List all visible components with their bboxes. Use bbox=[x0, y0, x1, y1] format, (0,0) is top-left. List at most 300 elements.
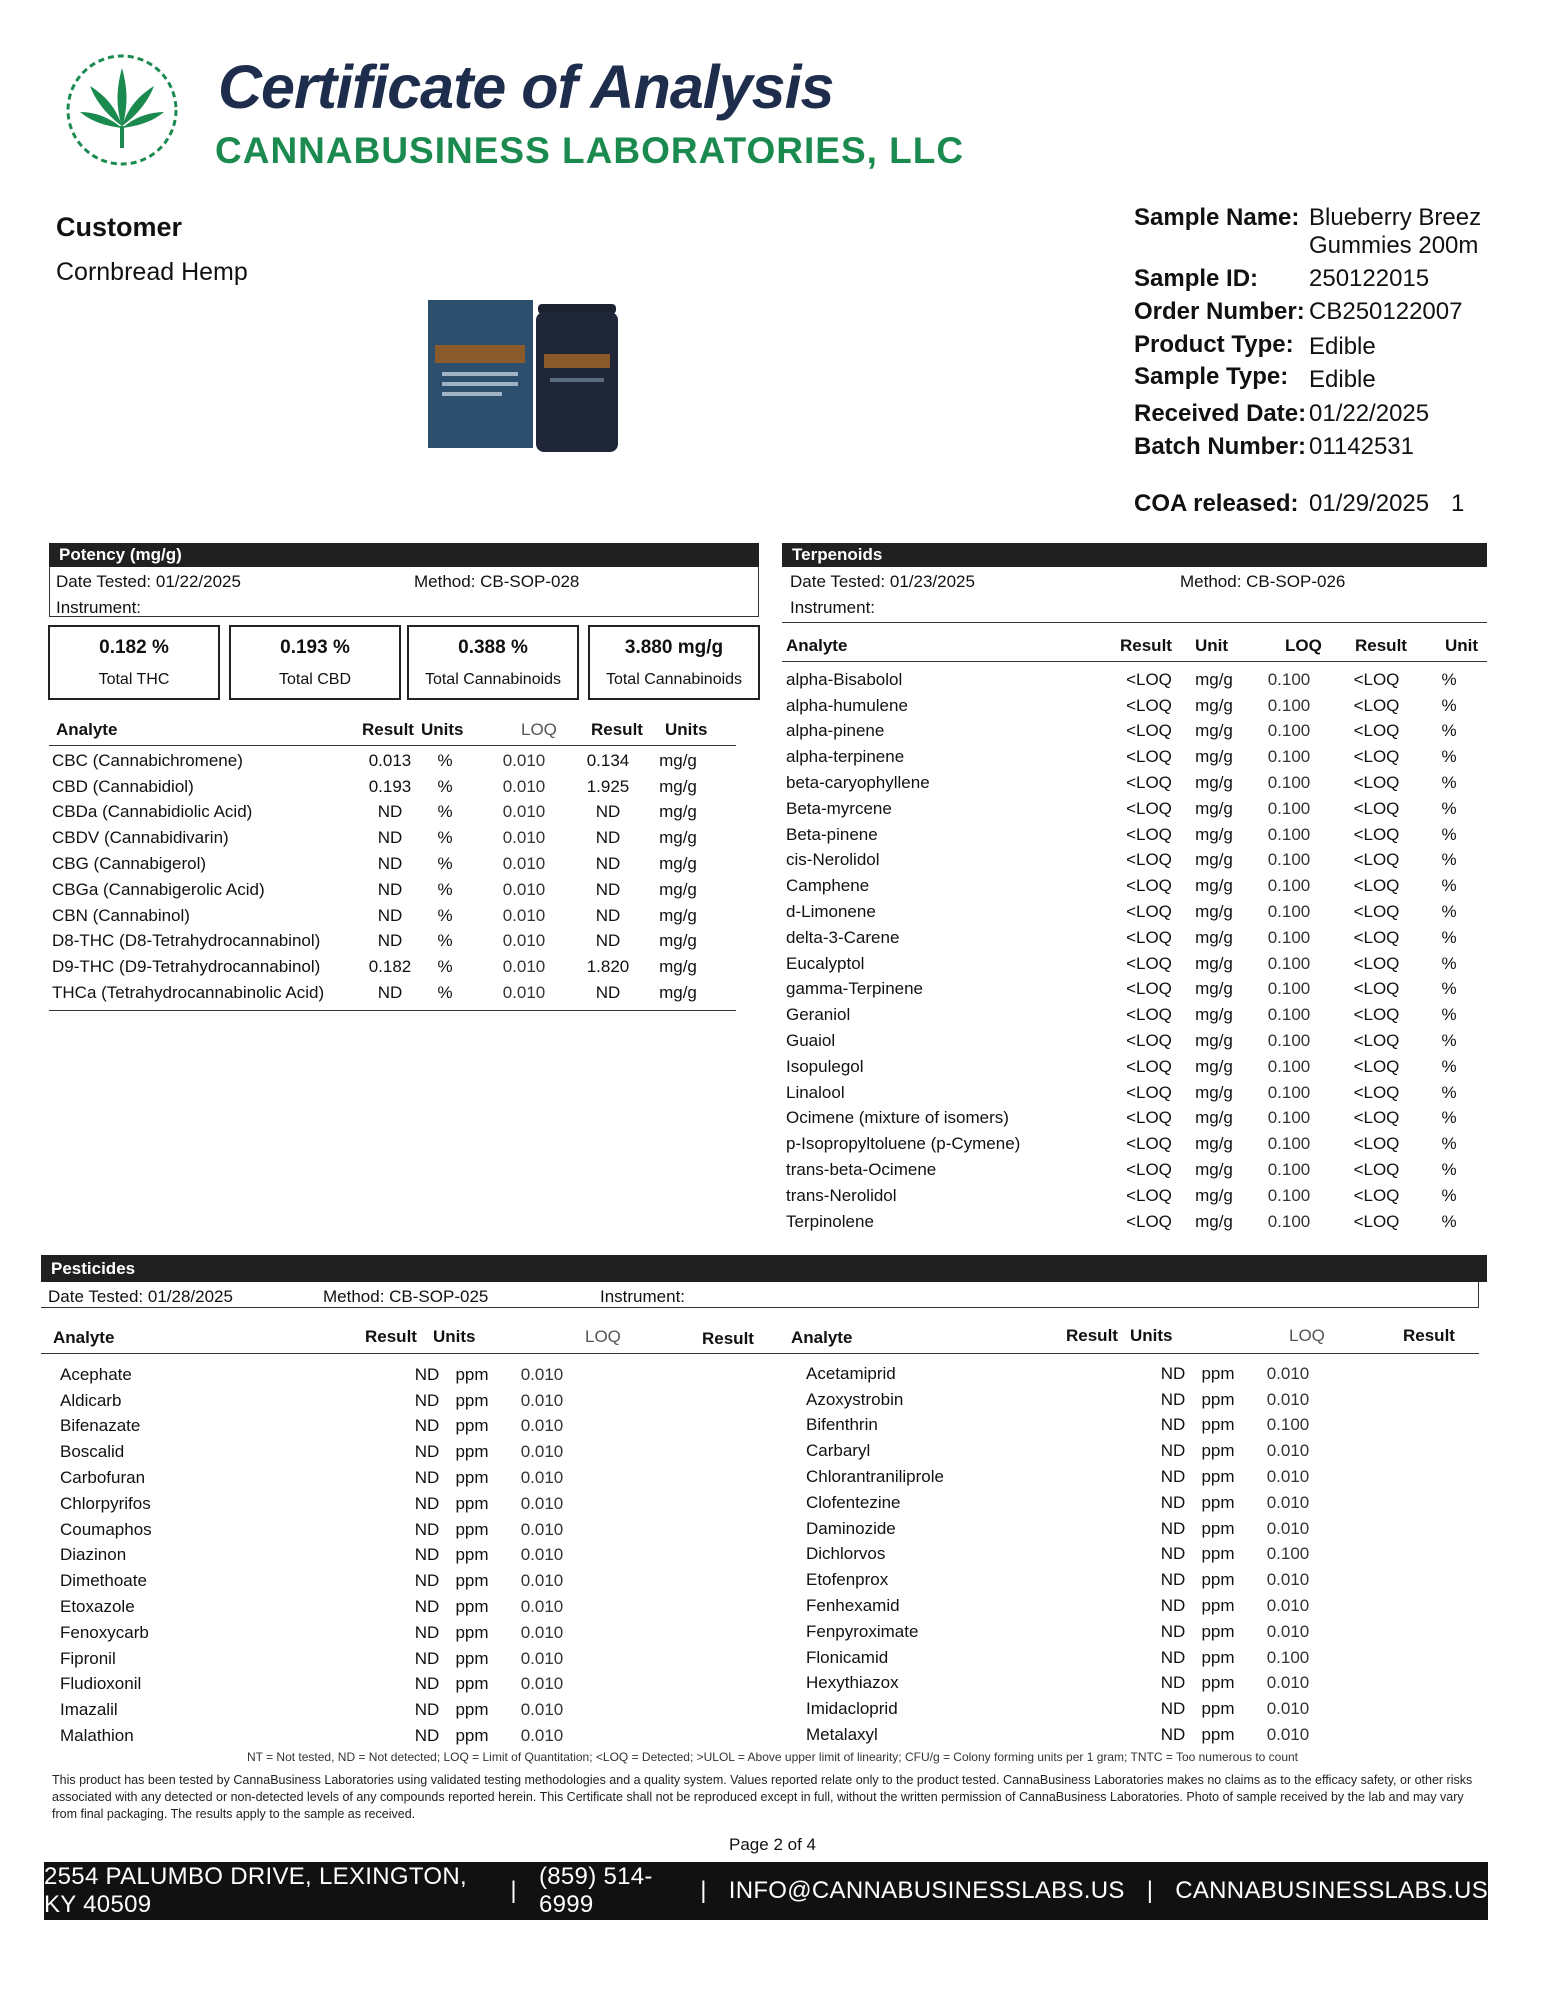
loq-cell: 0.010 bbox=[520, 1519, 564, 1539]
unit-cell: ppm bbox=[1201, 1673, 1235, 1693]
unit-cell: mg/g bbox=[1195, 876, 1233, 896]
analyte-cell: CBDa (Cannabidiolic Acid) bbox=[52, 802, 253, 822]
loq-cell: 0.100 bbox=[1267, 1082, 1311, 1102]
loq-cell: 0.010 bbox=[502, 828, 546, 848]
summary-value: 3.880 mg/g bbox=[624, 637, 724, 658]
table-row bbox=[806, 1413, 1328, 1439]
unit-percent-cell: % bbox=[1441, 695, 1457, 715]
result-mg-cell: ND bbox=[595, 931, 621, 951]
table-row bbox=[786, 744, 1479, 770]
table-row bbox=[786, 848, 1479, 874]
potency-date-tested: Date Tested: 01/22/2025 bbox=[56, 572, 241, 591]
table-row bbox=[806, 1516, 1328, 1542]
pesticides-col-loq-right: LOQ bbox=[1289, 1326, 1325, 1345]
loq-cell: 0.010 bbox=[520, 1442, 564, 1462]
analyte-cell: Fenoxycarb bbox=[60, 1622, 149, 1642]
result-cell: ND bbox=[414, 1416, 440, 1436]
result-cell: ND bbox=[1160, 1492, 1186, 1512]
analyte-cell: Fenhexamid bbox=[806, 1596, 900, 1616]
unit-percent-cell: % bbox=[1441, 798, 1457, 818]
table-row bbox=[60, 1620, 582, 1646]
terpenoids-col-result-percent: Result bbox=[1355, 636, 1407, 655]
unit-cell: mg/g bbox=[1195, 1056, 1233, 1076]
result-percent-cell: <LOQ bbox=[1353, 695, 1400, 715]
table-row bbox=[806, 1619, 1328, 1645]
result-cell: <LOQ bbox=[1126, 773, 1172, 793]
cannabis-leaf-icon bbox=[60, 50, 185, 170]
table-row bbox=[52, 748, 718, 774]
analyte-cell: Imidacloprid bbox=[806, 1699, 898, 1719]
terpenoids-date-tested: Date Tested: 01/23/2025 bbox=[790, 572, 975, 591]
summary-label: Total THC bbox=[98, 671, 170, 688]
unit-mg-cell: mg/g bbox=[659, 802, 697, 822]
loq-cell: 0.100 bbox=[1267, 1211, 1311, 1231]
table-row bbox=[786, 667, 1479, 693]
sample-type-label: Sample Type: bbox=[1134, 363, 1289, 390]
loq-cell: 0.010 bbox=[1266, 1621, 1310, 1641]
pesticides-date-tested: Date Tested: 01/28/2025 bbox=[48, 1287, 233, 1306]
analyte-cell: CBG (Cannabigerol) bbox=[52, 854, 207, 874]
received-date-label: Received Date: bbox=[1134, 400, 1307, 427]
sample-id-label: Sample ID: bbox=[1134, 265, 1259, 292]
pesticides-col-result2: Result bbox=[702, 1329, 754, 1348]
unit-cell: ppm bbox=[455, 1622, 489, 1642]
disclaimer-text: This product has been tested by CannaBusiness Laboratories using validated testing methodologies and a quality system. Values reported relate only to the product tested. CannaBusiness Laboratories makes no claims as to the efficacy safety, or other risks associated with any detected or non-detected levels of any compounds reported herein. This Certificate shall not be reproduced except in full, without the written permission of CannaBusiness Laboratories. Photo of sample received by the lab and may vary from final packaging. The results apply to the sample as received. bbox=[52, 1773, 1473, 1821]
result-cell: ND bbox=[414, 1674, 440, 1694]
result-mg-cell: ND bbox=[595, 905, 621, 925]
table-row bbox=[786, 1054, 1479, 1080]
result-cell: <LOQ bbox=[1126, 1082, 1172, 1102]
table-row bbox=[786, 1028, 1479, 1054]
result-cell: <LOQ bbox=[1126, 1031, 1172, 1051]
unit-cell: mg/g bbox=[1195, 798, 1233, 818]
unit-percent-cell: % bbox=[1441, 1056, 1457, 1076]
footer-email[interactable]: INFO@CANNABUSINESSLABS.US bbox=[728, 1877, 1125, 1904]
analyte-cell: CBC (Cannabichromene) bbox=[52, 750, 243, 770]
customer-name: Cornbread Hemp bbox=[56, 258, 248, 286]
result-cell: ND bbox=[414, 1442, 440, 1462]
terpenoids-info-rule bbox=[782, 622, 1487, 623]
analyte-cell: trans-Nerolidol bbox=[786, 1185, 897, 1205]
unit-cell: ppm bbox=[1201, 1415, 1235, 1435]
unit-cell: ppm bbox=[1201, 1441, 1235, 1461]
unit-cell: mg/g bbox=[1195, 1005, 1233, 1025]
pesticides-header: Pesticides bbox=[41, 1255, 1487, 1282]
loq-cell: 0.100 bbox=[1267, 1031, 1311, 1051]
unit-cell: ppm bbox=[455, 1519, 489, 1539]
table-row bbox=[806, 1438, 1328, 1464]
table-row bbox=[52, 851, 718, 877]
result-cell: 0.013 bbox=[368, 750, 412, 770]
loq-cell: 0.100 bbox=[1267, 1108, 1311, 1128]
loq-cell: 0.010 bbox=[520, 1545, 564, 1565]
table-row bbox=[52, 774, 718, 800]
analyte-cell: Beta-myrcene bbox=[786, 798, 892, 818]
result-cell: <LOQ bbox=[1126, 669, 1172, 689]
pesticides-header-rule bbox=[41, 1353, 1479, 1354]
sample-id-value: 250122015 bbox=[1309, 265, 1430, 292]
table-row bbox=[60, 1543, 582, 1569]
loq-cell: 0.010 bbox=[520, 1674, 564, 1694]
unit-cell: mg/g bbox=[1195, 695, 1233, 715]
result-percent-cell: <LOQ bbox=[1353, 798, 1400, 818]
analyte-cell: Metalaxyl bbox=[806, 1725, 878, 1745]
result-cell: ND bbox=[1160, 1647, 1186, 1667]
unit-percent-cell: % bbox=[1441, 1160, 1457, 1180]
result-cell: <LOQ bbox=[1126, 1211, 1172, 1231]
result-cell: <LOQ bbox=[1126, 850, 1172, 870]
table-row bbox=[786, 1106, 1479, 1132]
table-row bbox=[786, 719, 1479, 745]
result-cell: <LOQ bbox=[1126, 1108, 1172, 1128]
unit-percent-cell: % bbox=[1441, 1134, 1457, 1154]
analyte-cell: gamma-Terpinene bbox=[786, 979, 924, 999]
unit-mg-cell: mg/g bbox=[659, 931, 697, 951]
result-percent-cell: <LOQ bbox=[1353, 669, 1400, 689]
summary-label: Total CBD bbox=[278, 671, 352, 688]
result-percent-cell: <LOQ bbox=[1353, 1134, 1400, 1154]
result-cell: <LOQ bbox=[1126, 1134, 1172, 1154]
result-percent-cell: <LOQ bbox=[1353, 824, 1400, 844]
result-cell: ND bbox=[377, 983, 403, 1003]
terpenoids-header-rule bbox=[782, 661, 1487, 662]
result-mg-cell: ND bbox=[595, 828, 621, 848]
result-cell: ND bbox=[414, 1726, 440, 1746]
unit-cell: ppm bbox=[455, 1390, 489, 1410]
table-row bbox=[786, 899, 1479, 925]
sample-name-value-line2: Gummies 200m bbox=[1309, 232, 1479, 259]
loq-cell: 0.010 bbox=[1266, 1596, 1310, 1616]
analyte-cell: cis-Nerolidol bbox=[786, 850, 880, 870]
unit-cell: mg/g bbox=[1195, 824, 1233, 844]
unit-percent-cell: % bbox=[1441, 1031, 1457, 1051]
table-row bbox=[60, 1491, 582, 1517]
page-number: Page 2 of 4 bbox=[729, 1835, 816, 1854]
summary-label: Total Cannabinoids bbox=[605, 671, 743, 688]
product-type-value: Edible bbox=[1309, 333, 1376, 360]
potency-header: Potency (mg/g) bbox=[49, 543, 759, 567]
loq-cell: 0.010 bbox=[1266, 1699, 1310, 1719]
footer-phone[interactable]: (859) 514-6999 bbox=[538, 1863, 653, 1918]
unit-percent-cell: % bbox=[1441, 773, 1457, 793]
analyte-cell: Isopulegol bbox=[786, 1056, 864, 1076]
unit-cell: ppm bbox=[455, 1726, 489, 1746]
order-number-label: Order Number: bbox=[1134, 298, 1305, 325]
result-cell: ND bbox=[377, 828, 403, 848]
pesticides-col-analyte: Analyte bbox=[53, 1328, 115, 1347]
analyte-cell: Chlorantraniliprole bbox=[806, 1467, 944, 1487]
analyte-cell: alpha-terpinene bbox=[786, 747, 905, 767]
loq-cell: 0.100 bbox=[1267, 927, 1311, 947]
unit-cell: mg/g bbox=[1195, 747, 1233, 767]
loq-cell: 0.100 bbox=[1267, 669, 1311, 689]
unit-percent-cell: % bbox=[1441, 1005, 1457, 1025]
table-row bbox=[52, 800, 718, 826]
table-row bbox=[786, 693, 1479, 719]
loq-cell: 0.100 bbox=[1267, 721, 1311, 741]
summary-value: 0.182 % bbox=[99, 637, 169, 658]
result-cell: ND bbox=[414, 1622, 440, 1642]
loq-cell: 0.100 bbox=[1267, 695, 1311, 715]
analyte-cell: D9-THC (D9-Tetrahydrocannabinol) bbox=[52, 957, 321, 977]
unit-cell: ppm bbox=[1201, 1363, 1235, 1383]
table-row bbox=[786, 822, 1479, 848]
table-row bbox=[806, 1567, 1328, 1593]
pesticides-table-left bbox=[60, 1362, 582, 1749]
loq-cell: 0.010 bbox=[1266, 1363, 1310, 1383]
loq-cell: 0.100 bbox=[1267, 979, 1311, 999]
loq-cell: 0.100 bbox=[1267, 1160, 1311, 1180]
table-row bbox=[786, 1131, 1479, 1157]
analyte-cell: CBGa (Cannabigerolic Acid) bbox=[52, 879, 265, 899]
footer-website[interactable]: CANNABUSINESSLABS.US bbox=[1175, 1877, 1488, 1904]
loq-cell: 0.010 bbox=[520, 1468, 564, 1488]
unit-cell: mg/g bbox=[1195, 773, 1233, 793]
unit-cell: % bbox=[437, 776, 453, 796]
analyte-cell: Azoxystrobin bbox=[806, 1389, 904, 1409]
unit-percent-cell: % bbox=[1441, 876, 1457, 896]
result-cell: ND bbox=[414, 1700, 440, 1720]
table-row bbox=[806, 1387, 1328, 1413]
loq-cell: 0.100 bbox=[1267, 902, 1311, 922]
result-percent-cell: <LOQ bbox=[1353, 1082, 1400, 1102]
analyte-cell: Eucalyptol bbox=[786, 953, 865, 973]
unit-cell: mg/g bbox=[1195, 721, 1233, 741]
result-percent-cell: <LOQ bbox=[1353, 1005, 1400, 1025]
unit-cell: ppm bbox=[455, 1545, 489, 1565]
potency-instrument: Instrument: bbox=[56, 598, 142, 617]
loq-cell: 0.010 bbox=[520, 1597, 564, 1617]
summary-value: 0.388 % bbox=[458, 637, 528, 658]
unit-percent-cell: % bbox=[1441, 1108, 1457, 1128]
result-cell: ND bbox=[414, 1597, 440, 1617]
unit-cell: mg/g bbox=[1195, 1108, 1233, 1128]
terpenoids-col-loq: LOQ bbox=[1285, 636, 1322, 655]
unit-cell: % bbox=[437, 957, 453, 977]
unit-cell: mg/g bbox=[1195, 979, 1233, 999]
unit-cell: % bbox=[437, 854, 453, 874]
unit-percent-cell: % bbox=[1441, 669, 1457, 689]
pesticides-col-result-right: Result bbox=[1066, 1326, 1118, 1345]
analyte-cell: d-Limonene bbox=[786, 902, 876, 922]
unit-percent-cell: % bbox=[1441, 747, 1457, 767]
footer-separator: | bbox=[700, 1877, 707, 1904]
pesticides-col-result2-right: Result bbox=[1403, 1326, 1455, 1345]
unit-mg-cell: mg/g bbox=[659, 776, 697, 796]
result-percent-cell: <LOQ bbox=[1353, 979, 1400, 999]
analyte-cell: Fenpyroximate bbox=[806, 1621, 919, 1641]
unit-cell: mg/g bbox=[1195, 1082, 1233, 1102]
table-row bbox=[786, 770, 1479, 796]
table-row bbox=[60, 1517, 582, 1543]
batch-number-value: 01142531 bbox=[1309, 433, 1414, 460]
result-cell: ND bbox=[414, 1390, 440, 1410]
loq-cell: 0.100 bbox=[1267, 850, 1311, 870]
analyte-cell: Daminozide bbox=[806, 1518, 896, 1538]
table-row bbox=[60, 1646, 582, 1672]
unit-cell: ppm bbox=[455, 1442, 489, 1462]
result-cell: ND bbox=[1160, 1621, 1186, 1641]
table-row bbox=[806, 1671, 1328, 1697]
analyte-cell: alpha-pinene bbox=[786, 721, 885, 741]
result-cell: ND bbox=[1160, 1467, 1186, 1487]
unit-mg-cell: mg/g bbox=[659, 983, 697, 1003]
potency-col-result: Result bbox=[362, 720, 414, 739]
analyte-cell: Aldicarb bbox=[60, 1390, 122, 1410]
summary-value: 0.193 % bbox=[280, 637, 350, 658]
result-cell: <LOQ bbox=[1126, 695, 1172, 715]
result-cell: ND bbox=[414, 1571, 440, 1591]
analyte-cell: Terpinolene bbox=[786, 1211, 874, 1231]
loq-cell: 0.100 bbox=[1266, 1647, 1310, 1667]
product-photo bbox=[420, 290, 620, 455]
pesticides-col-loq: LOQ bbox=[585, 1327, 621, 1346]
unit-mg-cell: mg/g bbox=[659, 750, 697, 770]
result-mg-cell: 1.925 bbox=[586, 776, 630, 796]
table-row bbox=[806, 1542, 1328, 1568]
unit-cell: ppm bbox=[1201, 1725, 1235, 1745]
analyte-cell: Diazinon bbox=[60, 1545, 127, 1565]
loq-cell: 0.100 bbox=[1267, 798, 1311, 818]
unit-mg-cell: mg/g bbox=[659, 957, 697, 977]
customer-label: Customer bbox=[56, 212, 183, 242]
unit-percent-cell: % bbox=[1441, 824, 1457, 844]
table-row bbox=[52, 825, 718, 851]
potency-col-units: Units bbox=[421, 720, 464, 739]
result-cell: <LOQ bbox=[1126, 979, 1172, 999]
result-cell: 0.182 bbox=[368, 957, 412, 977]
abbreviation-footnote: NT = Not tested, ND = Not detected; LOQ = Limit of Quantitation; <LOQ = Detected; >ULOL = Above upper limit of linearity; CFU/g = Colony forming units per 1 gram; TNTC = Too numerous to count bbox=[246, 1750, 1299, 1764]
loq-cell: 0.010 bbox=[520, 1364, 564, 1384]
loq-cell: 0.010 bbox=[520, 1700, 564, 1720]
summary-total-cbd bbox=[229, 625, 401, 700]
result-percent-cell: <LOQ bbox=[1353, 953, 1400, 973]
result-cell: ND bbox=[1160, 1518, 1186, 1538]
result-cell: ND bbox=[377, 854, 403, 874]
potency-col-result-mg: Result bbox=[591, 720, 643, 739]
result-percent-cell: <LOQ bbox=[1353, 850, 1400, 870]
summary-label: Total Cannabinoids bbox=[424, 671, 562, 688]
certificate-title: Certificate of Analysis bbox=[218, 53, 834, 121]
analyte-cell: Malathion bbox=[60, 1726, 134, 1746]
lab-name: CANNABUSINESS LABORATORIES, LLC bbox=[215, 130, 965, 171]
result-mg-cell: ND bbox=[595, 802, 621, 822]
result-percent-cell: <LOQ bbox=[1353, 747, 1400, 767]
unit-cell: % bbox=[437, 983, 453, 1003]
unit-cell: ppm bbox=[455, 1700, 489, 1720]
result-cell: <LOQ bbox=[1126, 1005, 1172, 1025]
unit-cell: mg/g bbox=[1195, 902, 1233, 922]
terpenoids-method: Method: CB-SOP-026 bbox=[1180, 572, 1346, 591]
order-number-value: CB250122007 bbox=[1309, 298, 1463, 325]
loq-cell: 0.010 bbox=[502, 879, 546, 899]
pesticides-col-analyte-right: Analyte bbox=[791, 1328, 853, 1347]
loq-cell: 0.010 bbox=[502, 750, 546, 770]
result-percent-cell: <LOQ bbox=[1353, 1211, 1400, 1231]
result-mg-cell: ND bbox=[595, 879, 621, 899]
analyte-cell: Beta-pinene bbox=[786, 824, 878, 844]
unit-percent-cell: % bbox=[1441, 979, 1457, 999]
result-percent-cell: <LOQ bbox=[1353, 1108, 1400, 1128]
unit-cell: mg/g bbox=[1195, 953, 1233, 973]
analyte-cell: CBDV (Cannabidivarin) bbox=[52, 828, 229, 848]
analyte-cell: Linalool bbox=[786, 1082, 845, 1102]
analyte-cell: Coumaphos bbox=[60, 1519, 152, 1539]
result-mg-cell: 1.820 bbox=[586, 957, 630, 977]
result-cell: ND bbox=[414, 1468, 440, 1488]
table-row bbox=[786, 796, 1479, 822]
analyte-cell: Fludioxonil bbox=[60, 1674, 142, 1694]
pesticides-instrument: Instrument: bbox=[600, 1287, 686, 1306]
pesticides-col-result: Result bbox=[365, 1327, 417, 1346]
loq-cell: 0.100 bbox=[1267, 747, 1311, 767]
result-cell: ND bbox=[1160, 1389, 1186, 1409]
result-cell: <LOQ bbox=[1126, 1160, 1172, 1180]
table-row bbox=[52, 980, 718, 1006]
analyte-cell: delta-3-Carene bbox=[786, 927, 900, 947]
result-percent-cell: <LOQ bbox=[1353, 773, 1400, 793]
analyte-cell: Dichlorvos bbox=[806, 1544, 886, 1564]
loq-cell: 0.010 bbox=[1266, 1389, 1310, 1409]
result-cell: <LOQ bbox=[1126, 798, 1172, 818]
table-row bbox=[786, 1157, 1479, 1183]
coa-released-time-fragment: 1 bbox=[1451, 490, 1465, 517]
unit-cell: % bbox=[437, 905, 453, 925]
loq-cell: 0.100 bbox=[1266, 1415, 1310, 1435]
result-cell: ND bbox=[1160, 1570, 1186, 1590]
table-row bbox=[60, 1594, 582, 1620]
result-cell: ND bbox=[377, 802, 403, 822]
table-row bbox=[52, 877, 718, 903]
table-row bbox=[60, 1362, 582, 1388]
result-cell: ND bbox=[414, 1364, 440, 1384]
loq-cell: 0.010 bbox=[1266, 1467, 1310, 1487]
result-cell: ND bbox=[1160, 1699, 1186, 1719]
table-row bbox=[60, 1568, 582, 1594]
result-cell: ND bbox=[414, 1519, 440, 1539]
table-row bbox=[806, 1490, 1328, 1516]
analyte-cell: Hexythiazox bbox=[806, 1673, 899, 1693]
result-cell: ND bbox=[1160, 1725, 1186, 1745]
analyte-cell: alpha-humulene bbox=[786, 695, 908, 715]
table-row bbox=[806, 1593, 1328, 1619]
potency-bottom-rule bbox=[49, 1010, 736, 1011]
analyte-cell: CBD (Cannabidiol) bbox=[52, 776, 194, 796]
analyte-cell: Chlorpyrifos bbox=[60, 1493, 151, 1513]
table-row bbox=[806, 1361, 1328, 1387]
result-cell: <LOQ bbox=[1126, 876, 1172, 896]
unit-percent-cell: % bbox=[1441, 1082, 1457, 1102]
unit-cell: % bbox=[437, 802, 453, 822]
sample-name-label: Sample Name: bbox=[1134, 204, 1300, 231]
sample-name-value: Blueberry Breez bbox=[1309, 204, 1482, 231]
footer-address: 2554 PALUMBO DRIVE, LEXINGTON, KY 40509 bbox=[44, 1863, 467, 1918]
loq-cell: 0.010 bbox=[520, 1571, 564, 1591]
unit-percent-cell: % bbox=[1441, 953, 1457, 973]
pesticides-method: Method: CB-SOP-025 bbox=[323, 1287, 489, 1306]
terpenoids-header: Terpenoids bbox=[782, 543, 1487, 567]
unit-percent-cell: % bbox=[1441, 721, 1457, 741]
terpenoids-col-result: Result bbox=[1120, 636, 1172, 655]
unit-cell: % bbox=[437, 750, 453, 770]
coa-released-value: 01/29/2025 bbox=[1309, 490, 1430, 517]
potency-col-units-mg: Units bbox=[665, 720, 708, 739]
analyte-cell: Guaiol bbox=[786, 1031, 836, 1051]
unit-cell: mg/g bbox=[1195, 927, 1233, 947]
analyte-cell: Carbaryl bbox=[806, 1441, 871, 1461]
loq-cell: 0.010 bbox=[520, 1390, 564, 1410]
result-mg-cell: ND bbox=[595, 854, 621, 874]
